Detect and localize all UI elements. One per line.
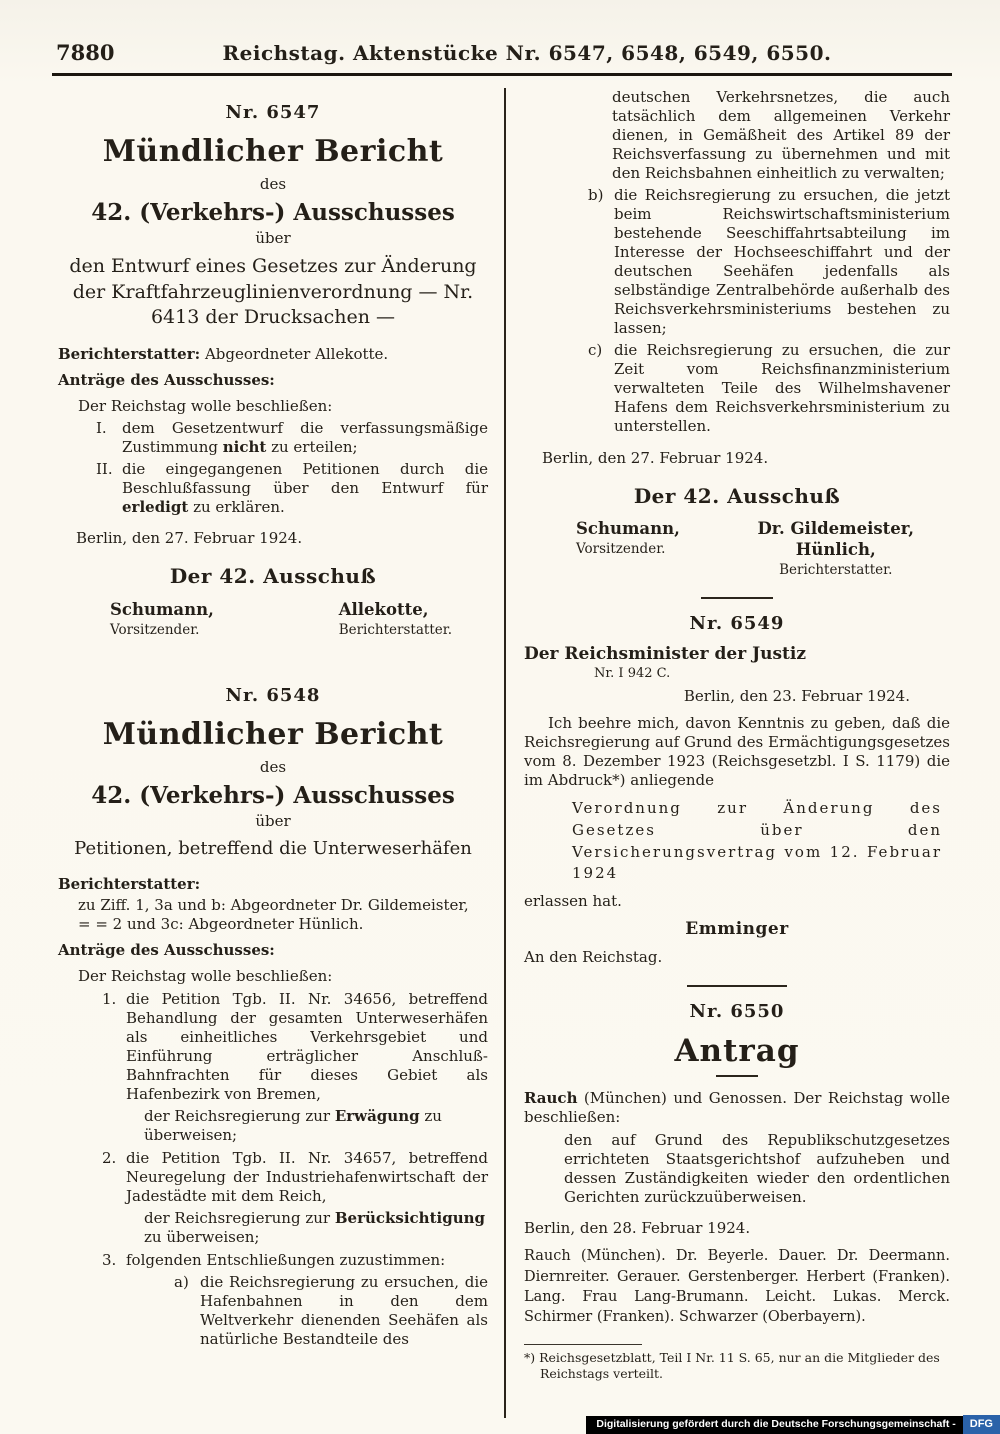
doc-6548-rapporteur-line2: = = 2 und 3c: Abgeordneter Hünlich. (78, 915, 364, 934)
doc-6549-signature: Emminger (685, 919, 789, 940)
footnote: *) Reichsgesetzblatt, Teil I Nr. 11 S. 65, nur an die Mitglieder des Reichstags verteilt. (524, 1349, 940, 1381)
doc-6548-antraege-label: Anträge des Ausschusses: (58, 941, 275, 960)
left-column (58, 88, 504, 1418)
doc-6550-body: den auf Grund des Republikschutzgesetzes errichteten Staatsgerichtshof aufzuheben und dessen Zuständigkeiten wieder den ordentlichen Gerichten zurückzuüberweisen. (564, 1131, 950, 1207)
doc-6547-signatures (58, 598, 488, 639)
doc-6548-item-3b-marker: b) (588, 185, 604, 204)
doc-6550-intro-rest: (München) und Genossen. Der Reichstag wolle beschließen: (524, 1089, 950, 1127)
doc-6548-item-3a-marker: a) (174, 1273, 189, 1292)
doc-6548-item-3b (588, 186, 950, 338)
doc-6548-item-2 (102, 1149, 488, 1206)
doc-6548-item-3-text: folgenden Entschließungen zuzustimmen: (126, 1251, 446, 1270)
signature-rapporteur-role: Berichterstatter. (779, 561, 893, 578)
dfg-credit-text: Digitalisierung gefördert durch die Deutsche Forschungsgemeinschaft - (596, 1418, 956, 1431)
doc-6548-item-1 (102, 990, 488, 1104)
doc-6547-item-1 (96, 419, 488, 457)
signature-rapporteur-name: Allekotte, (338, 599, 429, 619)
resolution-post: zu überweisen; (144, 1228, 260, 1247)
doc-6548-item-2-resolution (144, 1209, 488, 1247)
signature-chairman (576, 519, 680, 579)
header-title: Reichstag. Aktenstücke Nr. 6547, 6548, 6549, 6550. (222, 41, 832, 65)
doc-6547-item-2 (96, 460, 488, 517)
doc-6548-item-3-marker: 3. (102, 1251, 117, 1270)
section-separator (701, 597, 773, 599)
page-header (0, 0, 1000, 73)
doc-6547-item-2-pre: die eingegangenen Petitionen durch die Beschlußfassung über den Entwurf für (122, 460, 488, 498)
signature-chairman-name: Schumann, (110, 599, 214, 619)
doc-6547-committee: 42. (Verkehrs-) Ausschusses (91, 198, 455, 226)
resolution-bold: Berücksichtigung (334, 1209, 485, 1228)
doc-6548-item-1-text: die Petition Tgb. II. Nr. 34656, betreffend Behandlung der gesamten Unterweserhäfen als einheitliches Verkehrsgebiet und Einführung erträglicher Anschluß-Bahnfrachten für dieses Gebiet als Hafenbezirk von Bremen, (126, 989, 488, 1103)
doc-6549-date: Berlin, den 23. Februar 1924. (683, 686, 910, 705)
section-separator (687, 985, 787, 987)
signature-rapporteurs (757, 519, 914, 579)
doc-6550-signatories: Rauch (München). Dr. Beyerle. Dauer. Dr. Deermann. Diernreiter. Gerauer. Gerstenberger. Herbert (Franken). Lang. Frau Lang-Brumann. Leicht. Lukas. Merck. Schirmer (Franken). Schwarzer (Oberbayern). (524, 1248, 950, 1326)
doc-6548-item-1-resolution (144, 1107, 488, 1145)
doc-6549-body: Ich beehre mich, davon Kenntnis zu geben, daß die Reichsregierung auf Grund des Ermächtigungsgesetzes vom 8. Dezember 1923 (Reichsgesetzbl. I S. 1179) die im Abdruck*) anliegende (524, 713, 950, 790)
doc-6550-title: Antrag (674, 1032, 800, 1069)
doc-6550-intro-name: Rauch (524, 1089, 578, 1108)
right-column (504, 88, 950, 1418)
doc-6547-item-2-marker: II. (96, 460, 113, 479)
doc-6548-item-3 (102, 1251, 488, 1270)
doc-6548-number: Nr. 6548 (225, 684, 321, 706)
doc-6548-item-3c-text: die Reichsregierung zu ersuchen, die zur Zeit vom Reichsfinanzministerium verwalteten Teile des Wilhelmshavener Hafens dem Reichsverkehrsministerium zu unterstellen. (614, 341, 950, 436)
doc-6548-committee-line: Der 42. Ausschuß (633, 483, 841, 508)
doc-6547-item-1-pre: dem Gesetzentwurf die verfassungsmäßige Zustimmung (122, 418, 488, 457)
section-6550 (524, 1001, 950, 1328)
signature-chairman-role: Vorsitzender. (110, 621, 200, 638)
signature-rapporteur-name-1: Dr. Gildemeister, (757, 518, 914, 538)
resolution-post: zu überweisen; (144, 1106, 442, 1144)
doc-6549-closing: erlassen hat. (524, 892, 622, 911)
doc-6548-subject: Petitionen, betreffend die Unterweserhäfen (74, 837, 472, 859)
doc-6548-signatures (524, 517, 950, 579)
doc-6549-minister: Der Reichsminister der Justiz (524, 643, 807, 664)
doc-6548-ueber: über (255, 811, 291, 830)
section-6547 (58, 102, 488, 639)
dfg-footer-bar (586, 1416, 1000, 1434)
doc-6547-item-1-marker: I. (96, 418, 107, 437)
signature-chairman-name: Schumann, (576, 518, 680, 538)
doc-6547-committee-line: Der 42. Ausschuß (169, 564, 377, 589)
resolution-pre: der Reichsregierung zur (144, 1209, 335, 1228)
doc-6547-date: Berlin, den 27. Februar 1924. (76, 529, 303, 548)
doc-6548-item-3a-text: die Reichsregierung zu ersuchen, die Hafenbahnen in den dem Weltverkehr dienenden Seehäfen als natürliche Bestandteile des (200, 1273, 488, 1349)
doc-6548-item-3b-text: die Reichsregierung zu ersuchen, die jetzt beim Reichswirtschaftsministerium bestehende Seeschiffahrtsabteilung im Interesse der Hochseeschiffahrt und der deutschen Seehäfen jedenfalls als selbständige Zentralbehörde außerhalb des Reichsverkehrsministeriums bestehen zu lassen; (614, 185, 950, 338)
signature-chairman (110, 600, 214, 639)
doc-6548-item-2-text: die Petition Tgb. II. Nr. 34657, betreffend Neuregelung der Industriehafenwirtschaft der Jadestädte mit dem Reich, (126, 1148, 488, 1205)
doc-6550-number: Nr. 6550 (689, 1000, 785, 1022)
section-6549 (524, 613, 950, 967)
doc-6548-date: Berlin, den 27. Februar 1924. (542, 448, 769, 467)
doc-6549-address: An den Reichstag. (524, 947, 663, 966)
doc-6549-reference: Nr. I 942 C. (594, 666, 671, 682)
doc-6548-rapporteur-label: Berichterstatter: (58, 875, 201, 894)
doc-6547-beschluss-intro: Der Reichstag wolle beschließen: (78, 396, 333, 415)
page-number: 7880 (56, 40, 115, 65)
two-column-layout (0, 76, 1000, 1418)
section-6548-continuation (524, 88, 950, 579)
resolution-bold: Erwägung (334, 1106, 420, 1125)
signature-rapporteur-role: Berichterstatter. (338, 621, 452, 638)
doc-6547-ueber: über (255, 228, 291, 247)
resolution-pre: der Reichsregierung zur (144, 1106, 335, 1125)
doc-6548-item-1-marker: 1. (102, 989, 117, 1008)
doc-6548-item-3a-continuation: deutschen Verkehrsnetzes, die auch tatsächlich dem allgemeinen Verkehr dienen, in Gemäßheit des Artikel 89 der Reichsverfassung zu übernehmen und mit den Reichsbahnen einheitlich zu verwalten; (612, 87, 950, 182)
doc-6548-committee: 42. (Verkehrs-) Ausschusses (91, 781, 455, 809)
doc-6548-item-3c (588, 341, 950, 436)
doc-6548-item-2-marker: 2. (102, 1148, 117, 1167)
signature-rapporteur (339, 600, 452, 639)
doc-6548-item-3c-marker: c) (588, 341, 603, 360)
title-underline (716, 1075, 758, 1077)
doc-6548-des: des (259, 757, 287, 776)
doc-6548-title: Mündlicher Bericht (102, 716, 444, 752)
doc-6547-item-1-bold: nicht (222, 438, 267, 457)
doc-6547-des: des (259, 174, 287, 193)
doc-6547-number: Nr. 6547 (225, 101, 321, 123)
doc-6547-item-1-post: zu erteilen; (266, 438, 358, 457)
footnote-rule (524, 1344, 642, 1345)
doc-6547-item-2-post: zu erklären. (188, 498, 285, 517)
signature-rapporteur-name-2: Hünlich, (795, 539, 876, 559)
doc-6547-subject: den Entwurf eines Gesetzes zur Änderung der Kraftfahrzeuglinienverordnung — Nr. 6413 der Drucksachen — (69, 254, 477, 329)
doc-6547-rapporteur (58, 345, 488, 364)
doc-6548-item-3a (174, 1273, 488, 1349)
doc-6549-ordinance: Verordnung zur Änderung des Gesetzes über den Versicherungsvertrag vom 12. Februar 1924 (572, 799, 942, 883)
doc-6547-title: Mündlicher Bericht (102, 133, 444, 169)
doc-6547-item-2-bold: erledigt (122, 498, 189, 517)
doc-6550-date: Berlin, den 28. Februar 1924. (524, 1219, 751, 1238)
doc-6550-intro (524, 1089, 950, 1127)
rapporteur-label: Berichterstatter: (58, 344, 201, 363)
rapporteur-value: Abgeordneter Allekotte. (204, 344, 389, 363)
doc-6548-rapporteur-line1: zu Ziff. 1, 3a und b: Abgeordneter Dr. Gildemeister, (78, 896, 469, 915)
signature-chairman-role: Vorsitzender. (576, 540, 666, 557)
dfg-logo: DFG (963, 1415, 1000, 1434)
doc-6549-number: Nr. 6549 (689, 612, 785, 634)
doc-6547-antraege-label: Anträge des Ausschusses: (58, 370, 275, 389)
doc-6548-beschluss-intro: Der Reichstag wolle beschließen: (78, 967, 333, 986)
section-6548 (58, 685, 488, 1350)
